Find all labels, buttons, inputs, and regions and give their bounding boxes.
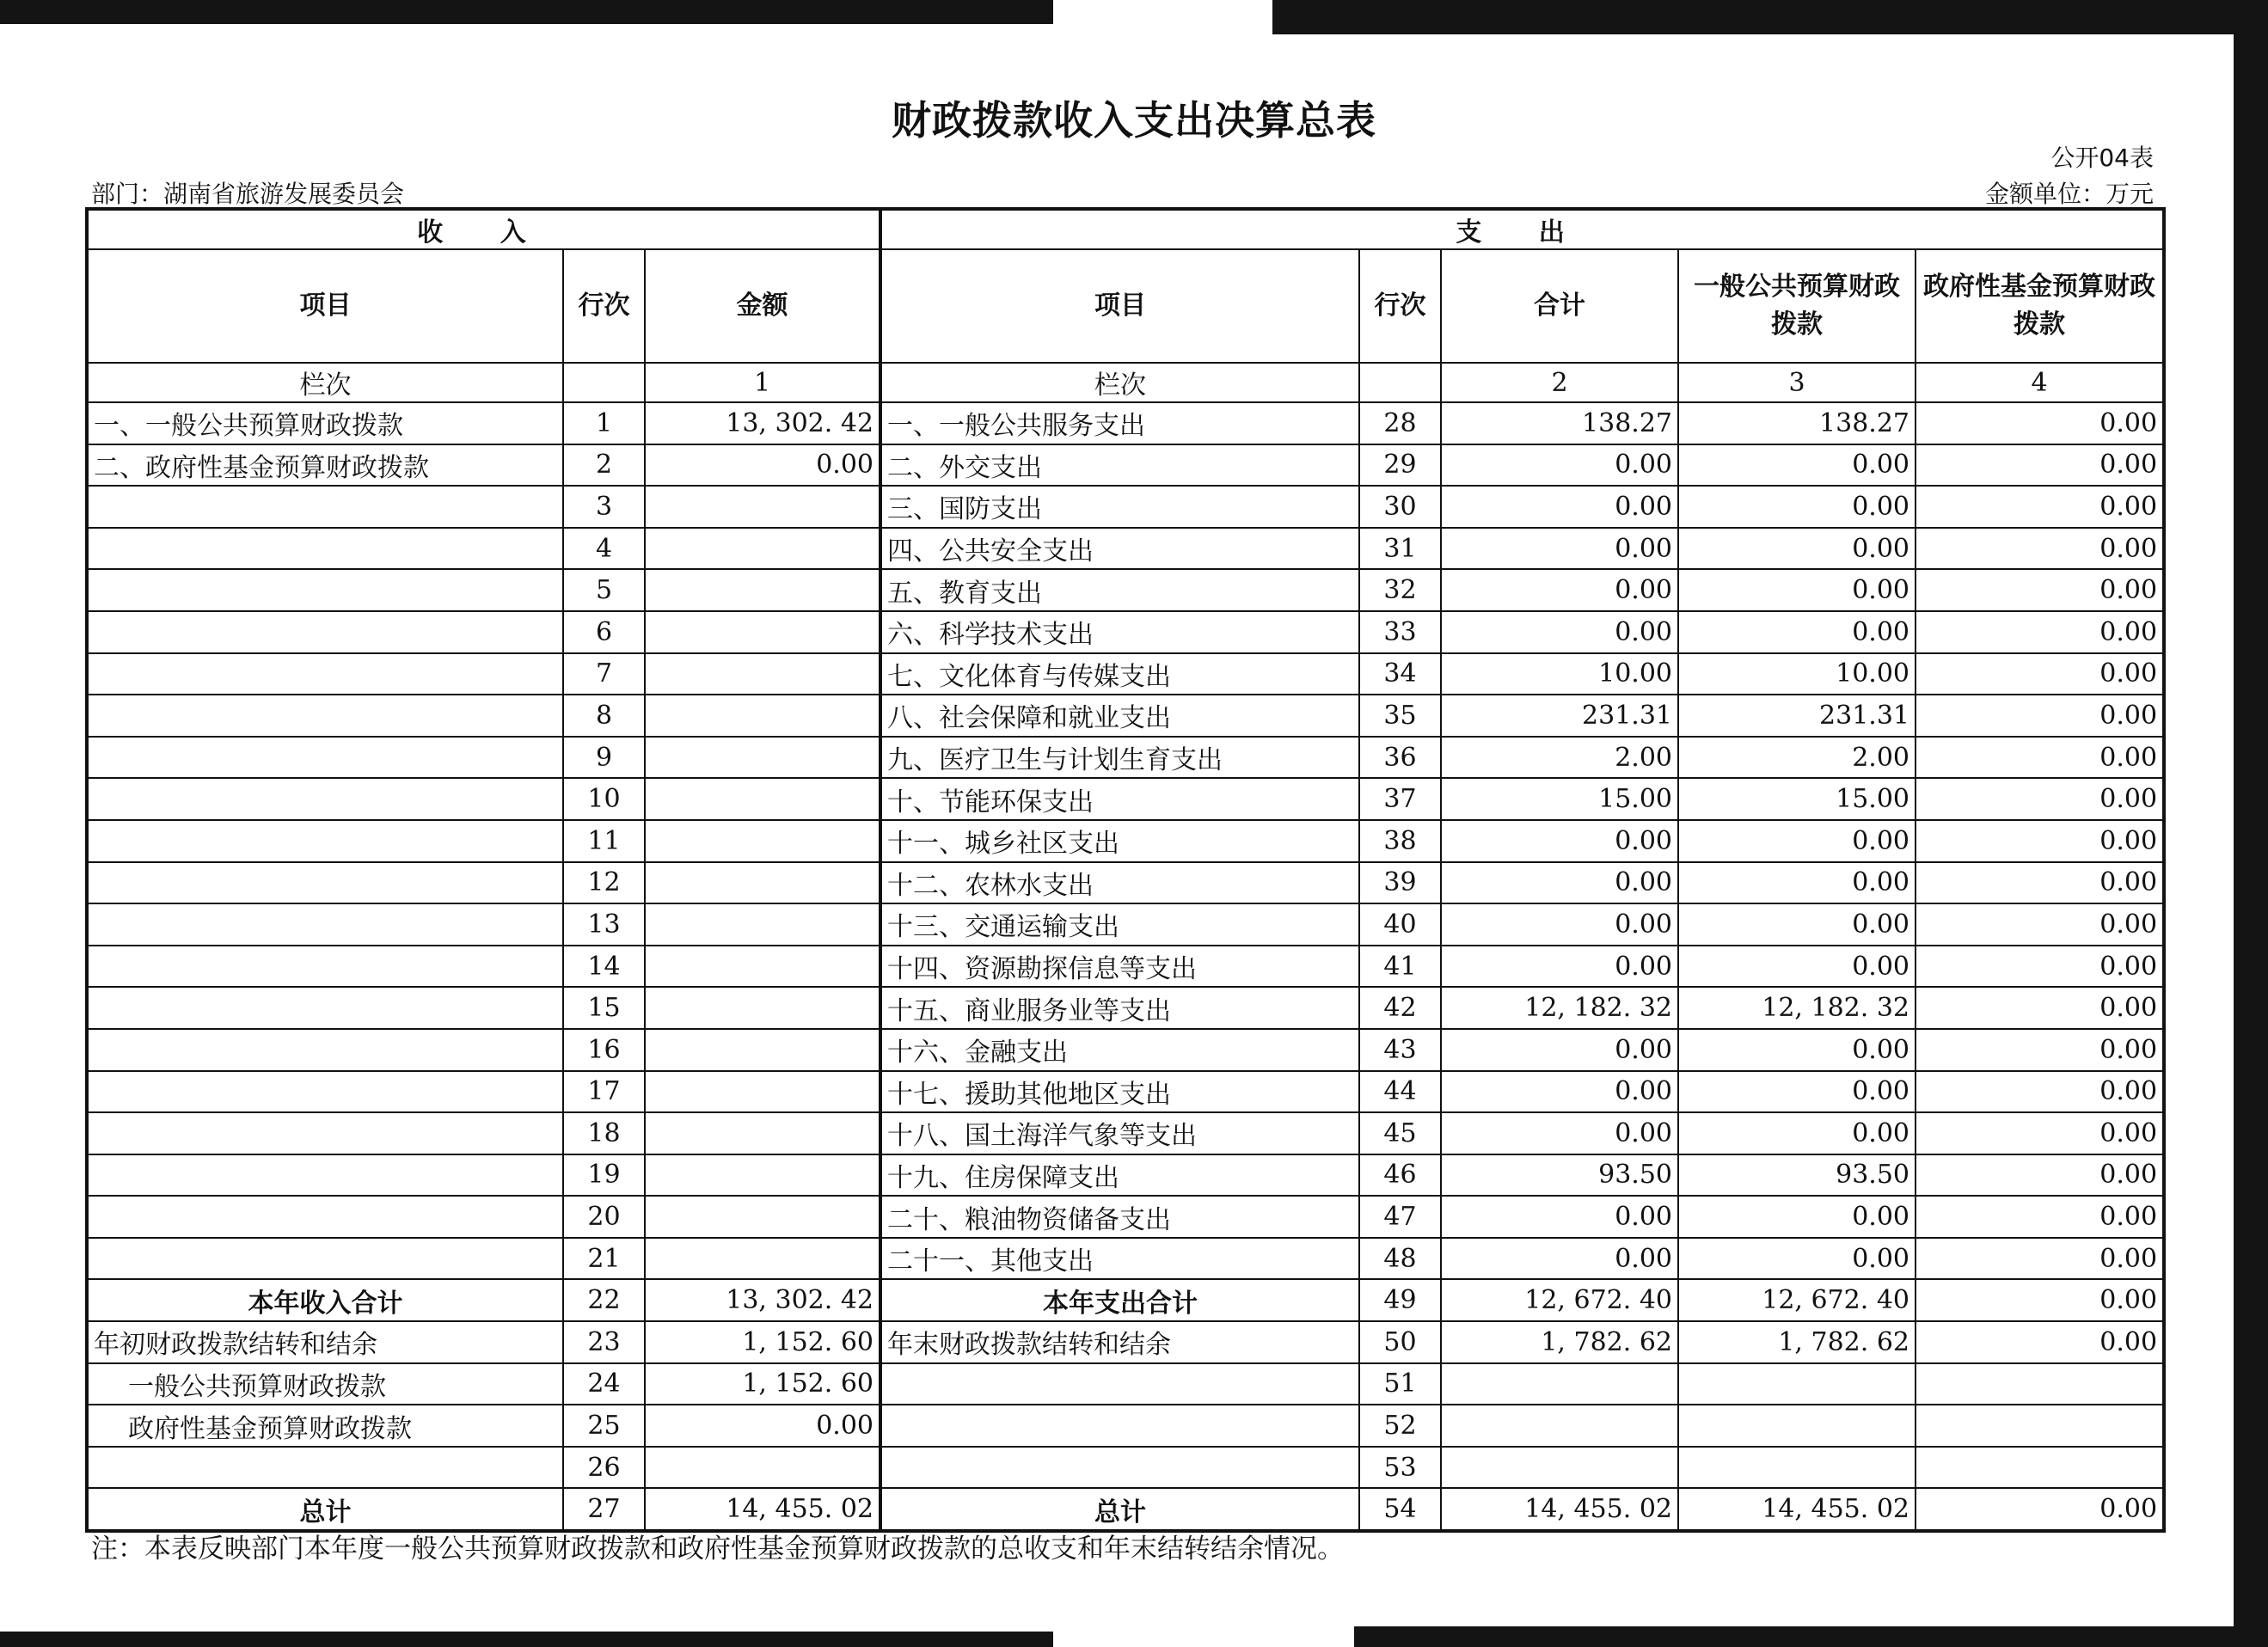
- group-header-row: [87, 209, 2164, 249]
- expense-line-cell: 47: [1359, 1196, 1441, 1238]
- expense-fund-cell: 0.00: [1916, 1029, 2164, 1071]
- income-item-cell: 一般公共预算财政拨款: [87, 1363, 563, 1405]
- income-amount-cell: 13, 302. 42: [645, 402, 880, 444]
- expense-item-cell: 总计: [880, 1488, 1359, 1531]
- expense-line-cell: 37: [1359, 778, 1441, 820]
- expense-general-cell: 2.00: [1678, 737, 1916, 779]
- expense-line-cell: 48: [1359, 1238, 1441, 1280]
- expense-fund-cell: [1916, 1363, 2164, 1405]
- expense-fund-cell: 0.00: [1916, 486, 2164, 528]
- income-index-label: 栏次: [87, 363, 563, 402]
- expense-item-cell: 六、科学技术支出: [880, 611, 1359, 653]
- expense-item-cell: 十一、城乡社区支出: [880, 820, 1359, 862]
- expense-line-cell: 38: [1359, 820, 1441, 862]
- expense-total-cell: 0.00: [1441, 1196, 1678, 1238]
- expense-fund-cell: 0.00: [1916, 1071, 2164, 1113]
- income-amount-cell: [645, 486, 880, 528]
- income-item-cell: 本年收入合计: [87, 1279, 563, 1321]
- expense-item-cell: 三、国防支出: [880, 486, 1359, 528]
- footnote: 注：本表反映部门本年度一般公共预算财政拨款和政府性基金预算财政拨款的总收支和年末结转结余情况。: [91, 1534, 1344, 1564]
- table-row: [87, 1363, 2164, 1405]
- expense-item-cell: 十三、交通运输支出: [880, 903, 1359, 946]
- income-item-cell: [87, 737, 563, 779]
- income-line-cell: 7: [563, 653, 645, 695]
- expense-general-cell: 93.50: [1678, 1154, 1916, 1197]
- income-item-cell: [87, 653, 563, 695]
- expense-line-cell: 44: [1359, 1071, 1441, 1113]
- income-item-cell: 政府性基金预算财政拨款: [87, 1405, 563, 1447]
- income-line-cell: 27: [563, 1488, 645, 1531]
- expense-fund-cell: 0.00: [1916, 903, 2164, 946]
- expense-total-cell: 1, 782. 62: [1441, 1321, 1678, 1363]
- income-item-cell: [87, 862, 563, 904]
- department-label: 部门：湖南省旅游发展委员会: [91, 180, 405, 208]
- expense-line-cell: 29: [1359, 444, 1441, 487]
- income-group-header: 收 入: [87, 209, 880, 249]
- expense-general-cell: 0.00: [1678, 569, 1916, 611]
- income-amount-cell: [645, 987, 880, 1029]
- table-row: [87, 695, 2164, 737]
- income-item-cell: [87, 903, 563, 946]
- expense-fund-cell: 0.00: [1916, 820, 2164, 862]
- expense-general-cell: 0.00: [1678, 903, 1916, 946]
- income-line-cell: 19: [563, 1154, 645, 1197]
- expense-index-line: [1359, 363, 1441, 402]
- table-row: [87, 1279, 2164, 1321]
- income-item-cell: 年初财政拨款结转和结余: [87, 1321, 563, 1363]
- expense-general-cell: 0.00: [1678, 1196, 1916, 1238]
- expense-total-cell: 0.00: [1441, 528, 1678, 570]
- income-line-cell: 25: [563, 1405, 645, 1447]
- scan-bottom-bar-left: [0, 1632, 1053, 1647]
- expense-general-cell: 0.00: [1678, 1112, 1916, 1154]
- income-amount-cell: [645, 903, 880, 946]
- expense-general-cell: 0.00: [1678, 820, 1916, 862]
- income-line-cell: 2: [563, 444, 645, 487]
- expense-fund-header: 政府性基金预算财政拨款: [1916, 249, 2164, 363]
- expense-total-cell: 0.00: [1441, 946, 1678, 988]
- income-amount-cell: [645, 653, 880, 695]
- income-amount-cell: [645, 1196, 880, 1238]
- expense-line-cell: 53: [1359, 1447, 1441, 1489]
- expense-general-cell: 0.00: [1678, 611, 1916, 653]
- budget-table: [85, 207, 2166, 1533]
- expense-line-cell: 33: [1359, 611, 1441, 653]
- expense-general-cell: 0.00: [1678, 1029, 1916, 1071]
- expense-item-cell: 十九、住房保障支出: [880, 1154, 1359, 1197]
- expense-item-cell: 九、医疗卫生与计划生育支出: [880, 737, 1359, 779]
- income-amount-cell: [645, 1029, 880, 1071]
- expense-general-cell: [1678, 1447, 1916, 1489]
- income-line-cell: 16: [563, 1029, 645, 1071]
- income-line-cell: 20: [563, 1196, 645, 1238]
- expense-item-cell: 十四、资源勘探信息等支出: [880, 946, 1359, 988]
- expense-index-4: 4: [1916, 363, 2164, 402]
- table-row: [87, 1321, 2164, 1363]
- expense-general-cell: 0.00: [1678, 1238, 1916, 1280]
- income-line-cell: 5: [563, 569, 645, 611]
- expense-item-cell: 八、社会保障和就业支出: [880, 695, 1359, 737]
- column-header-row: [87, 249, 2164, 363]
- expense-item-cell: 十、节能环保支出: [880, 778, 1359, 820]
- scan-bottom-bar-right: [1354, 1626, 2268, 1647]
- form-number: 公开04表: [2050, 144, 2154, 172]
- expense-fund-cell: 0.00: [1916, 653, 2164, 695]
- expense-general-cell: 12, 672. 40: [1678, 1279, 1916, 1321]
- income-line-cell: 3: [563, 486, 645, 528]
- income-line-cell: 13: [563, 903, 645, 946]
- income-amount-cell: [645, 569, 880, 611]
- table-row: [87, 737, 2164, 779]
- expense-item-cell: 本年支出合计: [880, 1279, 1359, 1321]
- expense-general-cell: 0.00: [1678, 1071, 1916, 1113]
- income-amount-cell: 0.00: [645, 444, 880, 487]
- table-row: [87, 778, 2164, 820]
- expense-line-cell: 54: [1359, 1488, 1441, 1531]
- expense-line-cell: 42: [1359, 987, 1441, 1029]
- expense-item-header: 项目: [880, 249, 1359, 363]
- income-amount-cell: [645, 1447, 880, 1489]
- expense-general-cell: 0.00: [1678, 862, 1916, 904]
- expense-item-cell: 十八、国土海洋气象等支出: [880, 1112, 1359, 1154]
- unit-label: 金额单位：万元: [1984, 180, 2154, 208]
- expense-general-cell: 15.00: [1678, 778, 1916, 820]
- income-item-cell: [87, 528, 563, 570]
- expense-total-cell: 0.00: [1441, 903, 1678, 946]
- expense-fund-cell: 0.00: [1916, 946, 2164, 988]
- income-item-cell: [87, 1196, 563, 1238]
- expense-line-cell: 49: [1359, 1279, 1441, 1321]
- income-amount-cell: [645, 528, 880, 570]
- income-amount-cell: 14, 455. 02: [645, 1488, 880, 1531]
- expense-line-cell: 31: [1359, 528, 1441, 570]
- expense-total-cell: 0.00: [1441, 1238, 1678, 1280]
- income-amount-cell: [645, 1112, 880, 1154]
- expense-total-cell: 231.31: [1441, 695, 1678, 737]
- expense-index-3: 3: [1678, 363, 1916, 402]
- income-line-cell: 1: [563, 402, 645, 444]
- table-row: [87, 653, 2164, 695]
- income-item-cell: [87, 820, 563, 862]
- expense-total-cell: 15.00: [1441, 778, 1678, 820]
- expense-general-cell: 12, 182. 32: [1678, 987, 1916, 1029]
- income-line-cell: 26: [563, 1447, 645, 1489]
- income-item-cell: [87, 1071, 563, 1113]
- expense-total-cell: 2.00: [1441, 737, 1678, 779]
- expense-general-cell: 0.00: [1678, 528, 1916, 570]
- income-index-line: [563, 363, 645, 402]
- table-row: [87, 1029, 2164, 1071]
- expense-line-cell: 51: [1359, 1363, 1441, 1405]
- expense-total-cell: 0.00: [1441, 1071, 1678, 1113]
- income-item-cell: 一、一般公共预算财政拨款: [87, 402, 563, 444]
- income-line-cell: 9: [563, 737, 645, 779]
- expense-fund-cell: 0.00: [1916, 1238, 2164, 1280]
- expense-line-cell: 40: [1359, 903, 1441, 946]
- expense-total-cell: 14, 455. 02: [1441, 1488, 1678, 1531]
- income-item-cell: [87, 1154, 563, 1197]
- scan-top-bar-left: [0, 0, 1053, 24]
- expense-line-cell: 36: [1359, 737, 1441, 779]
- expense-line-cell: 39: [1359, 862, 1441, 904]
- income-index-1: 1: [645, 363, 880, 402]
- income-line-cell: 6: [563, 611, 645, 653]
- expense-total-cell: [1441, 1447, 1678, 1489]
- expense-item-cell: 十六、金融支出: [880, 1029, 1359, 1071]
- income-line-cell: 17: [563, 1071, 645, 1113]
- expense-total-cell: 12, 182. 32: [1441, 987, 1678, 1029]
- income-amount-cell: [645, 862, 880, 904]
- scan-right-edge: [2234, 0, 2268, 1647]
- table-row: [87, 1238, 2164, 1280]
- expense-total-cell: 0.00: [1441, 1112, 1678, 1154]
- expense-line-cell: 35: [1359, 695, 1441, 737]
- income-item-header: 项目: [87, 249, 563, 363]
- income-item-cell: [87, 1238, 563, 1280]
- income-line-cell: 4: [563, 528, 645, 570]
- income-amount-cell: [645, 1071, 880, 1113]
- expense-item-cell: 二十、粮油物资储备支出: [880, 1196, 1359, 1238]
- income-item-cell: [87, 946, 563, 988]
- table-row: [87, 528, 2164, 570]
- expense-general-cell: 138.27: [1678, 402, 1916, 444]
- table-row: [87, 1071, 2164, 1113]
- expense-item-cell: [880, 1405, 1359, 1447]
- expense-general-cell: 0.00: [1678, 946, 1916, 988]
- table-row: [87, 486, 2164, 528]
- expense-total-cell: 0.00: [1441, 1029, 1678, 1071]
- scan-top-bar-right: [1272, 0, 2268, 34]
- expense-index-label: 栏次: [880, 363, 1359, 402]
- income-line-cell: 12: [563, 862, 645, 904]
- page-title: 财政拨款收入支出决算总表: [892, 97, 1376, 144]
- expense-general-cell: 1, 782. 62: [1678, 1321, 1916, 1363]
- expense-general-cell: [1678, 1405, 1916, 1447]
- expense-fund-cell: 0.00: [1916, 611, 2164, 653]
- table-row: [87, 611, 2164, 653]
- expense-line-cell: 52: [1359, 1405, 1441, 1447]
- expense-line-cell: 43: [1359, 1029, 1441, 1071]
- table-row: [87, 1488, 2164, 1531]
- income-amount-cell: [645, 946, 880, 988]
- income-item-cell: [87, 486, 563, 528]
- table-row: [87, 1154, 2164, 1197]
- table-row: [87, 402, 2164, 444]
- expense-index-2: 2: [1441, 363, 1678, 402]
- income-amount-cell: 13, 302. 42: [645, 1279, 880, 1321]
- expense-item-cell: 十七、援助其他地区支出: [880, 1071, 1359, 1113]
- income-amount-cell: 1, 152. 60: [645, 1321, 880, 1363]
- income-item-cell: [87, 1029, 563, 1071]
- income-item-cell: [87, 611, 563, 653]
- expense-line-cell: 41: [1359, 946, 1441, 988]
- expense-general-cell: 0.00: [1678, 444, 1916, 487]
- income-item-cell: [87, 695, 563, 737]
- table-row: [87, 987, 2164, 1029]
- expense-fund-cell: 0.00: [1916, 1321, 2164, 1363]
- table-row: [87, 444, 2164, 487]
- income-line-cell: 11: [563, 820, 645, 862]
- table-row: [87, 1405, 2164, 1447]
- income-amount-cell: [645, 611, 880, 653]
- expense-general-cell: 0.00: [1678, 486, 1916, 528]
- expense-fund-cell: 0.00: [1916, 402, 2164, 444]
- expense-item-cell: 四、公共安全支出: [880, 528, 1359, 570]
- expense-fund-cell: 0.00: [1916, 569, 2164, 611]
- expense-fund-cell: 0.00: [1916, 1488, 2164, 1531]
- income-amount-cell: 0.00: [645, 1405, 880, 1447]
- expense-fund-cell: 0.00: [1916, 528, 2164, 570]
- table-row: [87, 946, 2164, 988]
- income-item-cell: [87, 778, 563, 820]
- expense-general-header: 一般公共预算财政拨款: [1678, 249, 1916, 363]
- income-line-cell: 23: [563, 1321, 645, 1363]
- expense-total-cell: 0.00: [1441, 611, 1678, 653]
- expense-line-cell: 45: [1359, 1112, 1441, 1154]
- expense-line-cell: 50: [1359, 1321, 1441, 1363]
- income-line-cell: 15: [563, 987, 645, 1029]
- income-amount-cell: [645, 1238, 880, 1280]
- income-amount-header: 金额: [645, 249, 880, 363]
- expense-item-cell: 五、教育支出: [880, 569, 1359, 611]
- income-item-cell: 总计: [87, 1488, 563, 1531]
- expense-item-cell: 七、文化体育与传媒支出: [880, 653, 1359, 695]
- expense-total-cell: 0.00: [1441, 862, 1678, 904]
- table-row: [87, 569, 2164, 611]
- income-amount-cell: [645, 820, 880, 862]
- expense-fund-cell: 0.00: [1916, 1112, 2164, 1154]
- income-item-cell: [87, 1112, 563, 1154]
- expense-general-cell: [1678, 1363, 1916, 1405]
- expense-line-header: 行次: [1359, 249, 1441, 363]
- table-row: [87, 1112, 2164, 1154]
- column-index-row: [87, 363, 2164, 402]
- income-amount-cell: [645, 1154, 880, 1197]
- expense-group-header: 支 出: [880, 209, 2164, 249]
- expense-fund-cell: 0.00: [1916, 987, 2164, 1029]
- table-row: [87, 820, 2164, 862]
- income-amount-cell: [645, 695, 880, 737]
- expense-total-cell: 0.00: [1441, 486, 1678, 528]
- expense-item-cell: 二、外交支出: [880, 444, 1359, 487]
- expense-fund-cell: 0.00: [1916, 778, 2164, 820]
- expense-total-cell: [1441, 1405, 1678, 1447]
- expense-total-cell: 12, 672. 40: [1441, 1279, 1678, 1321]
- expense-line-cell: 28: [1359, 402, 1441, 444]
- table-row: [87, 862, 2164, 904]
- income-item-cell: [87, 569, 563, 611]
- income-amount-cell: 1, 152. 60: [645, 1363, 880, 1405]
- income-line-header: 行次: [563, 249, 645, 363]
- expense-total-cell: [1441, 1363, 1678, 1405]
- expense-item-cell: 十二、农林水支出: [880, 862, 1359, 904]
- expense-item-cell: [880, 1447, 1359, 1489]
- expense-line-cell: 30: [1359, 486, 1441, 528]
- expense-item-cell: 二十一、其他支出: [880, 1238, 1359, 1280]
- table-row: [87, 903, 2164, 946]
- table-row: [87, 1196, 2164, 1238]
- expense-fund-cell: [1916, 1447, 2164, 1489]
- expense-item-cell: [880, 1363, 1359, 1405]
- income-line-cell: 21: [563, 1238, 645, 1280]
- income-amount-cell: [645, 778, 880, 820]
- expense-fund-cell: 0.00: [1916, 695, 2164, 737]
- expense-total-cell: 10.00: [1441, 653, 1678, 695]
- expense-general-cell: 231.31: [1678, 695, 1916, 737]
- expense-fund-cell: [1916, 1405, 2164, 1447]
- income-item-cell: [87, 987, 563, 1029]
- income-item-cell: [87, 1447, 563, 1489]
- income-line-cell: 14: [563, 946, 645, 988]
- expense-total-cell: 0.00: [1441, 569, 1678, 611]
- income-line-cell: 22: [563, 1279, 645, 1321]
- expense-fund-cell: 0.00: [1916, 1154, 2164, 1197]
- income-line-cell: 24: [563, 1363, 645, 1405]
- income-line-cell: 10: [563, 778, 645, 820]
- income-item-cell: 二、政府性基金预算财政拨款: [87, 444, 563, 487]
- expense-fund-cell: 0.00: [1916, 1279, 2164, 1321]
- expense-line-cell: 46: [1359, 1154, 1441, 1197]
- income-line-cell: 8: [563, 695, 645, 737]
- expense-fund-cell: 0.00: [1916, 862, 2164, 904]
- expense-item-cell: 年末财政拨款结转和结余: [880, 1321, 1359, 1363]
- expense-total-cell: 138.27: [1441, 402, 1678, 444]
- expense-total-cell: 0.00: [1441, 820, 1678, 862]
- expense-fund-cell: 0.00: [1916, 444, 2164, 487]
- expense-item-cell: 一、一般公共服务支出: [880, 402, 1359, 444]
- expense-total-cell: 93.50: [1441, 1154, 1678, 1197]
- expense-line-cell: 32: [1359, 569, 1441, 611]
- expense-total-header: 合计: [1441, 249, 1678, 363]
- expense-item-cell: 十五、商业服务业等支出: [880, 987, 1359, 1029]
- income-amount-cell: [645, 737, 880, 779]
- expense-fund-cell: 0.00: [1916, 737, 2164, 779]
- table-row: [87, 1447, 2164, 1489]
- expense-fund-cell: 0.00: [1916, 1196, 2164, 1238]
- expense-general-cell: 10.00: [1678, 653, 1916, 695]
- expense-general-cell: 14, 455. 02: [1678, 1488, 1916, 1531]
- income-line-cell: 18: [563, 1112, 645, 1154]
- expense-total-cell: 0.00: [1441, 444, 1678, 487]
- expense-line-cell: 34: [1359, 653, 1441, 695]
